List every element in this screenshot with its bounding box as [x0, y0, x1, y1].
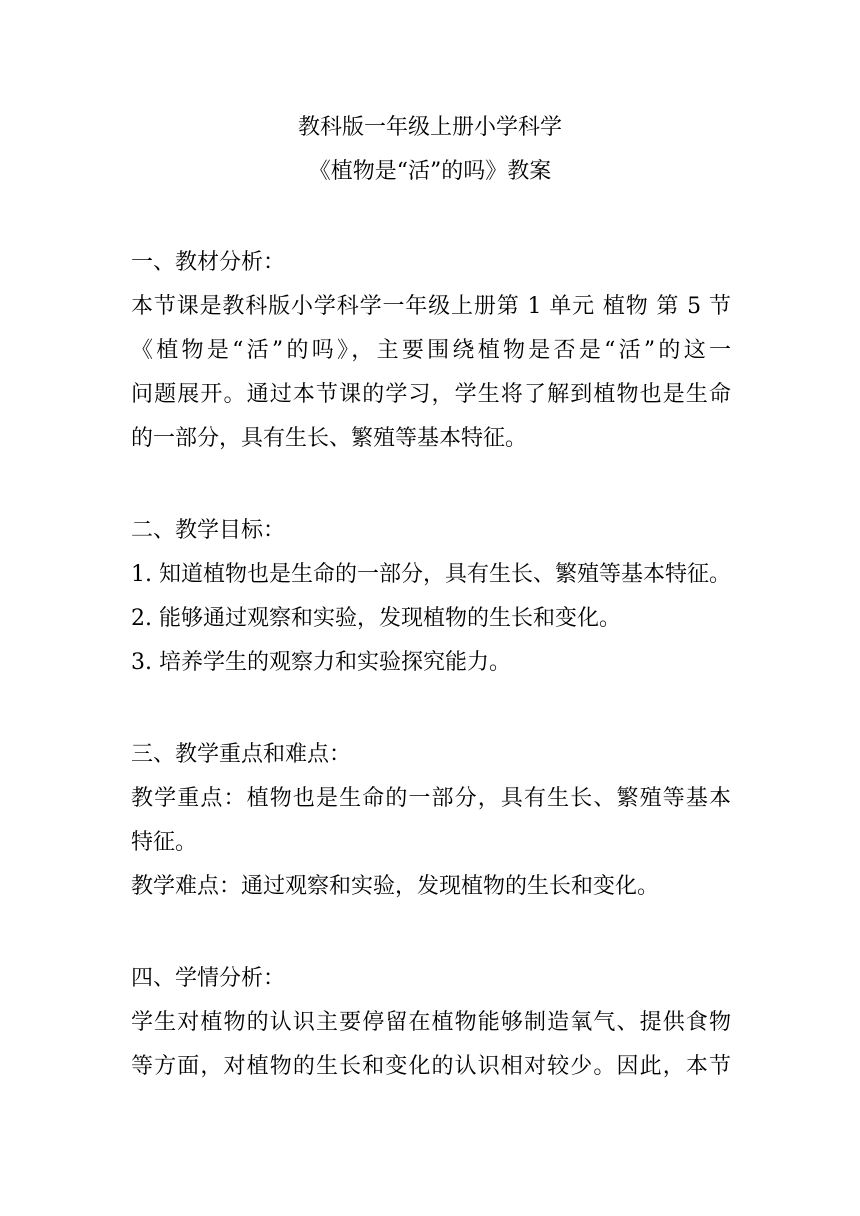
section-heading-key-points: 三、教学重点和难点：	[131, 742, 352, 767]
paragraph-line: 特征。	[131, 830, 198, 855]
document-title-line-2: 《植物是“活”的吗》教案	[308, 159, 552, 184]
paragraph-line: 学生对植物的认识主要停留在植物能够制造氧气、提供食物	[131, 1010, 731, 1035]
section-heading-student-analysis: 四、学情分析：	[131, 966, 286, 991]
section-heading-materials: 一、教材分析：	[131, 250, 286, 275]
paragraph-line: 《植物是“活”的吗》，主要围绕植物是否是“活”的这一	[131, 338, 731, 363]
list-item: 1. 知道植物也是生命的一部分，具有生长、繁殖等基本特征。	[131, 562, 731, 587]
document-title-line-1: 教科版一年级上册小学科学	[297, 115, 562, 140]
paragraph-line: 问题展开。通过本节课的学习，学生将了解到植物也是生命	[131, 382, 731, 407]
paragraph-line: 教学难点：通过观察和实验，发现植物的生长和变化。	[131, 874, 660, 899]
paragraph-line: 教学重点：植物也是生命的一部分，具有生长、繁殖等基本	[131, 786, 731, 811]
list-item: 2. 能够通过观察和实验，发现植物的生长和变化。	[131, 606, 621, 631]
paragraph-line: 的一部分，具有生长、繁殖等基本特征。	[131, 426, 528, 451]
paragraph-line: 等方面，对植物的生长和变化的认识相对较少。因此，本节	[131, 1054, 731, 1079]
list-item: 3. 培养学生的观察力和实验探究能力。	[131, 650, 511, 675]
paragraph-line: 本节课是教科版小学科学一年级上册第 1 单元 植物 第 5 节	[131, 294, 731, 319]
section-heading-objectives: 二、教学目标：	[131, 518, 286, 543]
